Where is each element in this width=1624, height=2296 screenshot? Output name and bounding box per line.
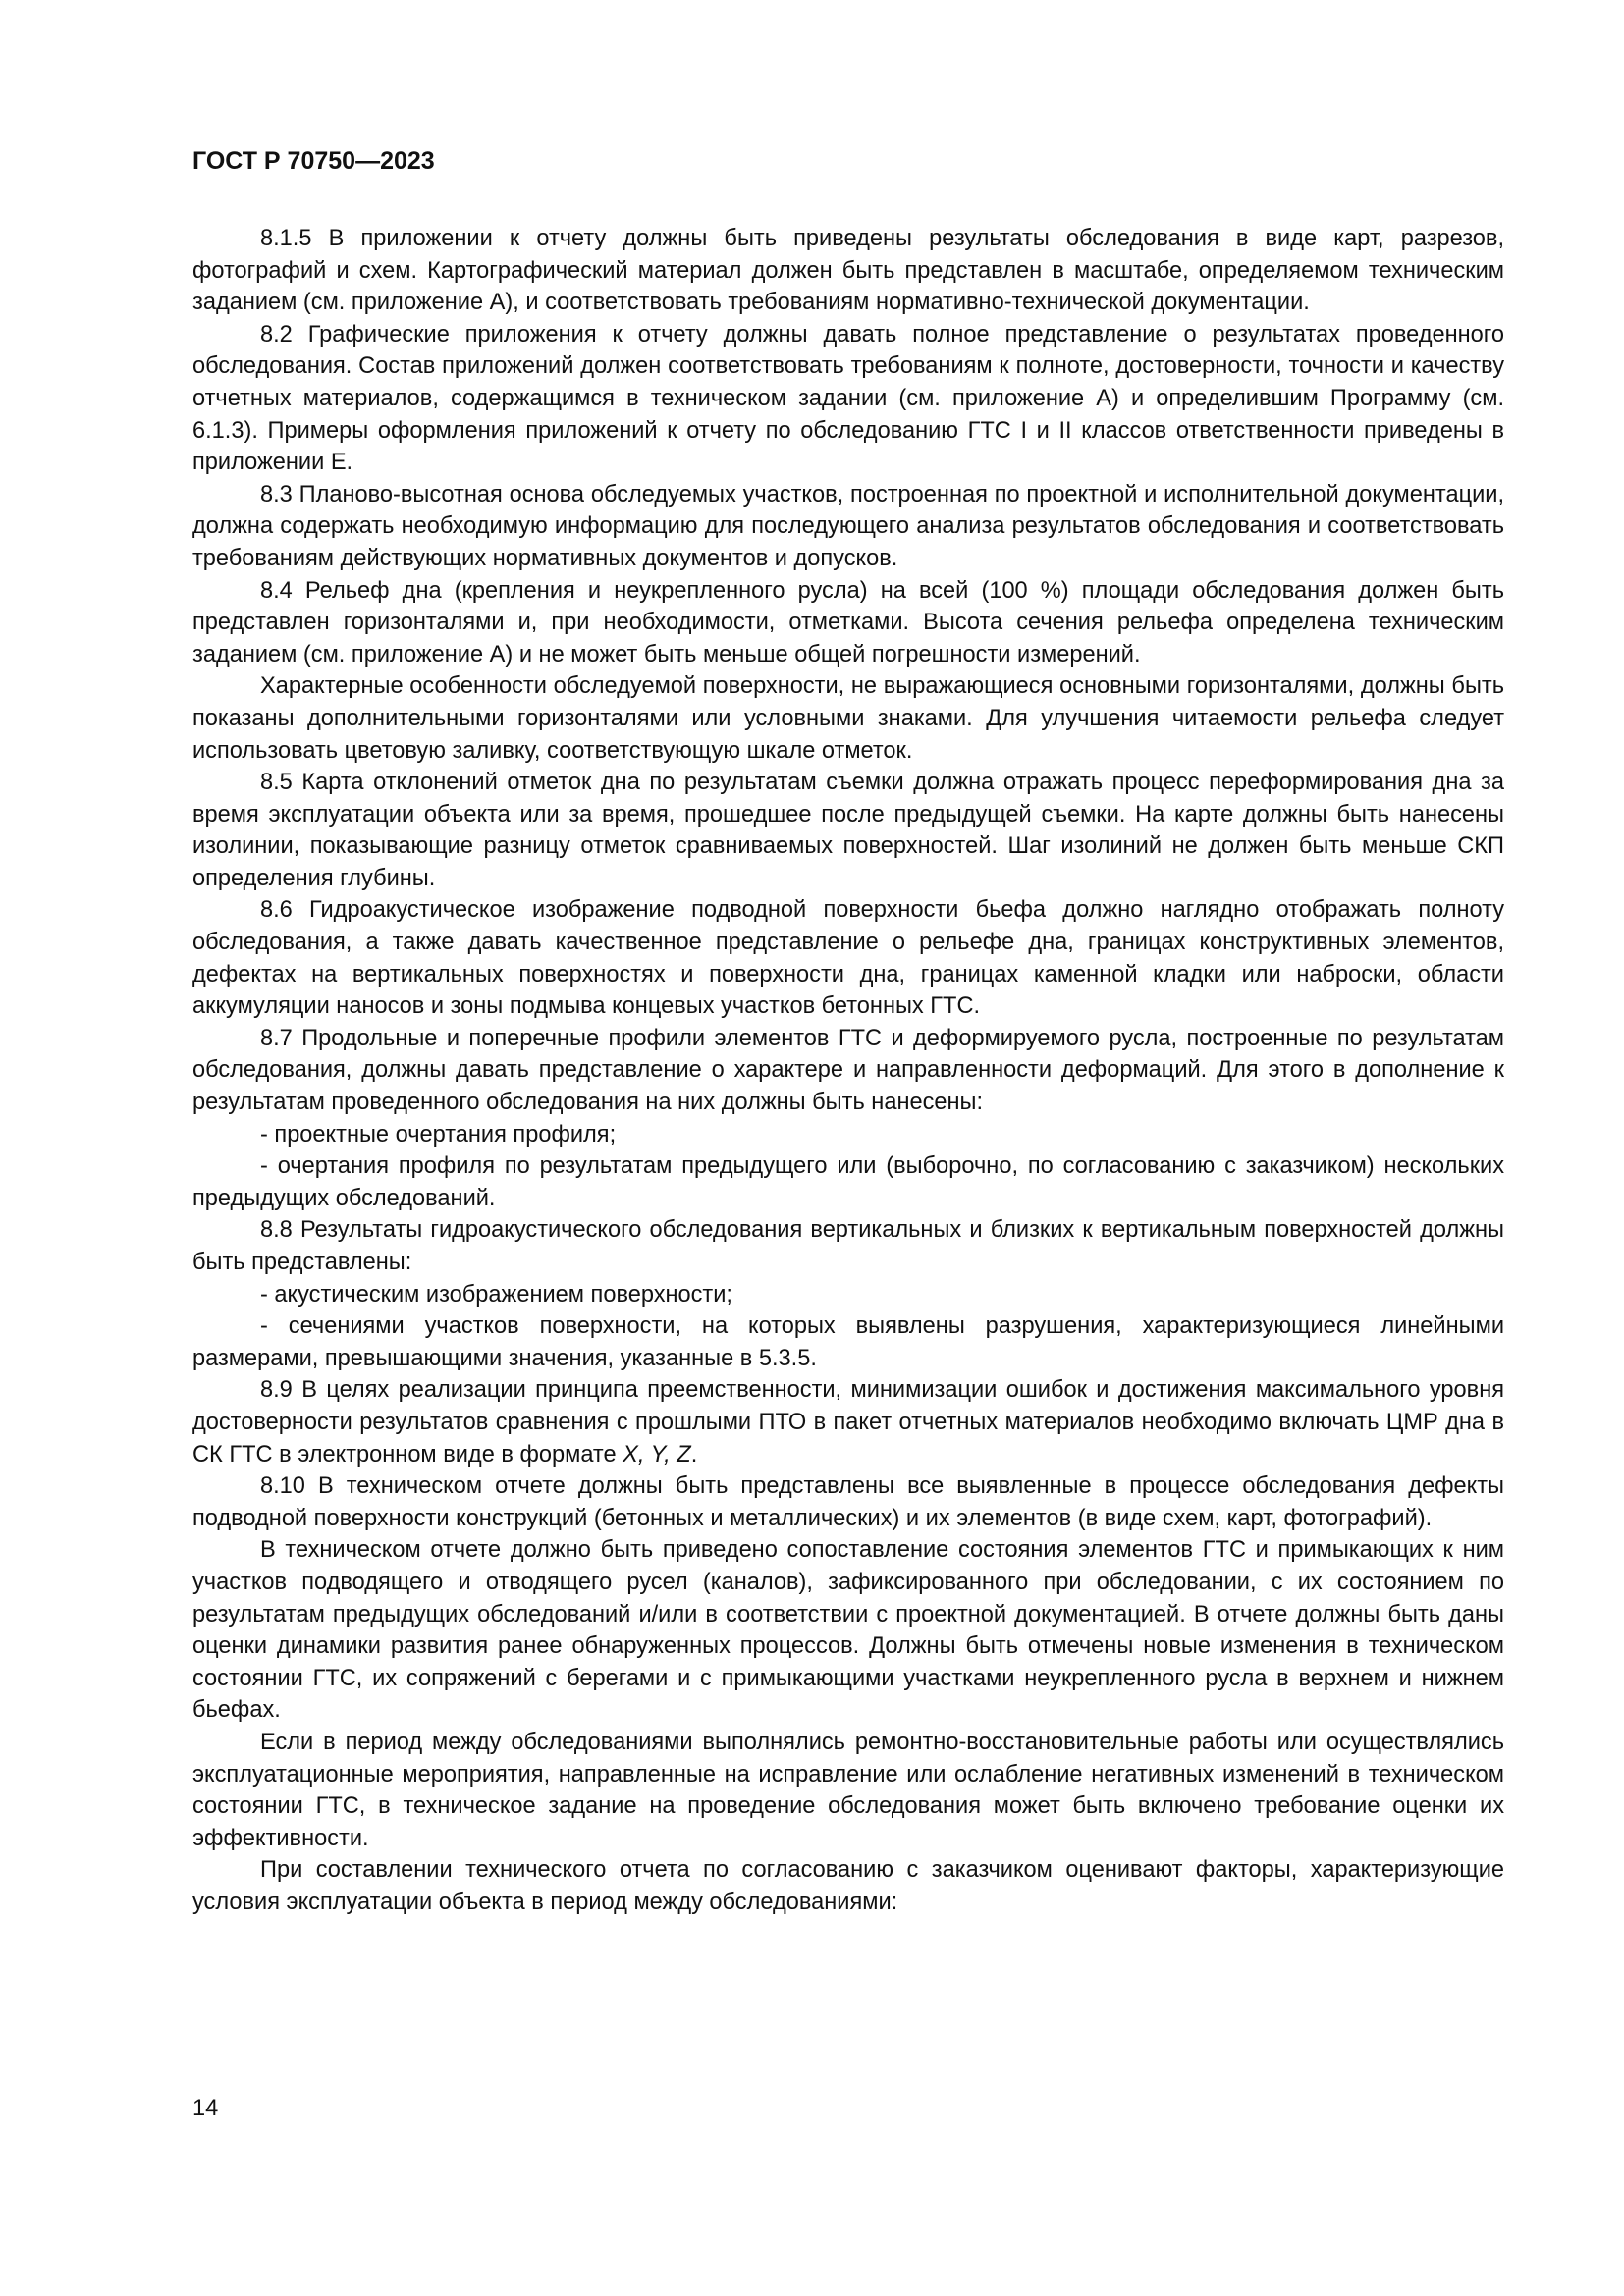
format-period: . [690, 1441, 698, 1468]
paragraph-8-8: 8.8 Результаты гидроакустического обследования вертикальных и близких к вертикальным поверхностей должны быть представлены: [192, 1217, 1504, 1275]
paragraph-factors: При составлении технического отчета по согласованию с заказчиком оценивают факторы, характеризующие условия эксплуатации объекта в период между обследованиями: [192, 1857, 1504, 1915]
paragraph-8-2: 8.2 Графические приложения к отчету должны давать полное представление о результатах проведенного обследования. Состав приложений должен соответствовать требованиям к полноте, достоверности, точности и качеству отчетных материалов, содержащимся в техническом задании (см. приложение А) и определившим Программу (см. 6.1.3). Примеры оформления приложений к отчету по обследованию ГТС I и II классов ответственности приведены в приложении Е. [192, 321, 1504, 476]
document-header: ГОСТ Р 70750—2023 [192, 147, 435, 175]
paragraph-8-4: 8.4 Рельеф дна (крепления и неукрепленного русла) на всей (100 %) площади обследования должен быть представлен горизонталями и, при необходимости, отметками. Высота сечения рельефа определена техническим заданием (см. приложение А) и не может быть меньше общей погрешности измерений. [192, 577, 1504, 667]
paragraph-8-9-text: 8.9 В целях реализации принципа преемственности, минимизации ошибок и достижения максимального уровня достоверности результатов сравнения с прошлыми ПТО в пакет отчетных материалов необходимо включать ЦМР дна в СК ГТС в электронном виде в формате [192, 1377, 1504, 1468]
paragraph-comparison: В техническом отчете должно быть приведено сопоставление состояния элементов ГТС и примыкающих к ним участков подводящего и отводящего русел (каналов), зафиксированного при обследовании, с их состоянием по результатам предыдущих обследований и/или в соответствии с проектной документацией. В отчете должны быть даны оценки динамики развития ранее обнаруженных процессов. Должны быть отмечены новые изменения в техническом состоянии ГТС, их сопряжений с берегами и с примыкающими участками неукрепленного русла в верхнем и нижнем бьефах. [192, 1537, 1504, 1724]
paragraph-8-7: 8.7 Продольные и поперечные профили элементов ГТС и деформируемого русла, построенные по результатам обследования, должны давать представление о характере и направленности деформаций. Для этого в дополнение к результатам проведенного обследования на них должны быть нанесены: [192, 1025, 1504, 1116]
paragraph-8-3: 8.3 Планово-высотная основа обследуемых участков, построенная по проектной и исполнительной документации, должна содержать необходимую информацию для последующего анализа результатов обследования и соответствовать требованиям действующих нормативных документов и допусков. [192, 481, 1504, 571]
paragraph-8-9 [192, 1374, 1504, 1470]
list-item: - сечениями участков поверхности, на которых выявлены разрушения, характеризующиеся линейными размерами, превышающими значения, указанные в 5.3.5. [192, 1313, 1504, 1371]
list-item: - проектные очертания профиля; [260, 1121, 617, 1148]
paragraph-repair-works: Если в период между обследованиями выполнялись ремонтно-восстановительные работы или осуществлялись эксплуатационные мероприятия, направленные на исправление или ослабление негативных изменений в техническом состоянии ГТС, в техническое задание на проведение обследования может быть включено требование оценки их эффективности. [192, 1729, 1504, 1851]
paragraph-8-6: 8.6 Гидроакустическое изображение подводной поверхности бьефа должно наглядно отображать полноту обследования, а также давать качественное представление о рельефе дна, границах конструктивных элементов, дефектах на вертикальных поверхностях и поверхности дна, границах каменной кладки или наброски, области аккумуляции наносов и зоны подмыва концевых участков бетонных ГТС. [192, 897, 1504, 1020]
list-item: - акустическим изображением поверхности; [260, 1281, 732, 1308]
list-item: - очертания профиля по результатам предыдущего или (выборочно, по согласованию с заказчиком) нескольких предыдущих обследований. [192, 1153, 1504, 1211]
page-number: 14 [192, 2096, 219, 2121]
document-body [192, 223, 1504, 1918]
format-xyz: X, Y, Z [623, 1441, 691, 1468]
paragraph-8-5: 8.5 Карта отклонений отметок дна по результатам съемки должна отражать процесс переформирования дна за время эксплуатации объекта или за время, прошедшее после предыдущей съемки. На карте должны быть нанесены изолинии, показывающие разницу отметок сравниваемых поверхностей. Шаг изолиний не должен быть меньше СКП определения глубины. [192, 770, 1504, 891]
paragraph-8-4-relief: Характерные особенности обследуемой поверхности, не выражающиеся основными горизонталями, должны быть показаны дополнительными горизонталями или условными знаками. Для улучшения читаемости рельефа следует использовать цветовую заливку, соответствующую шкале отметок. [192, 673, 1504, 764]
paragraph-8-1-5: 8.1.5 В приложении к отчету должны быть приведены результаты обследования в виде карт, разрезов, фотографий и схем. Картографический материал должен быть представлен в масштабе, определяемом техническим заданием (см. приложение А), и соответствовать требованиям нормативно-технической документации. [192, 226, 1504, 316]
paragraph-8-10: 8.10 В техническом отчете должны быть представлены все выявленные в процессе обследования дефекты подводной поверхности конструкций (бетонных и металлических) и их элементов (в виде схем, карт, фотографий). [192, 1473, 1504, 1531]
